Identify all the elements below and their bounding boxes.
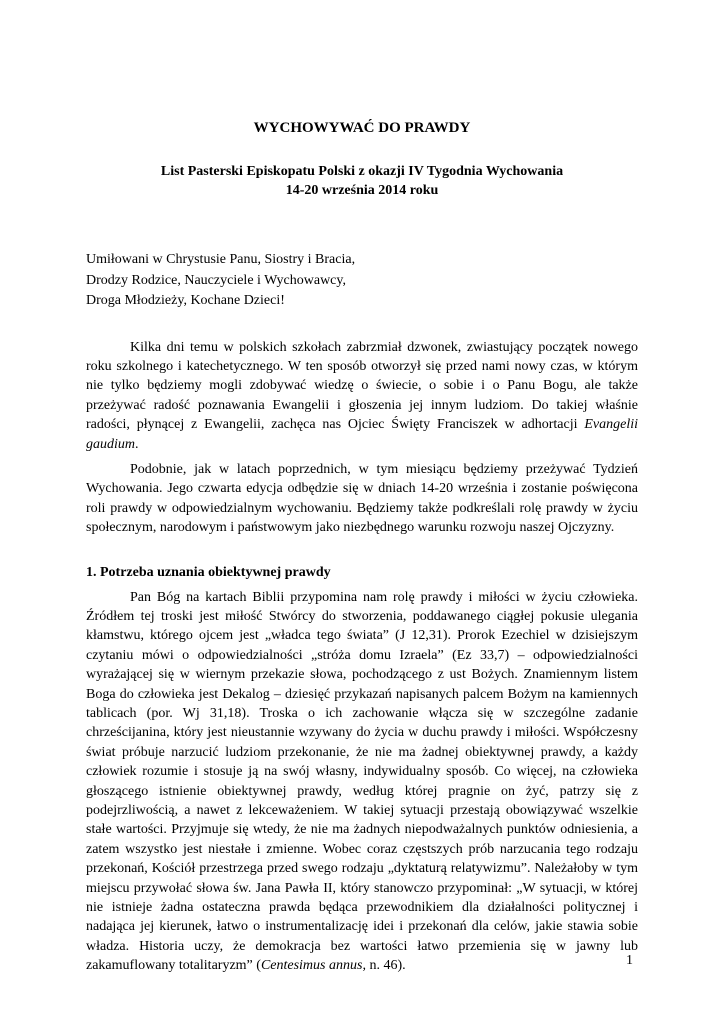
paragraph-1-end: .	[135, 436, 139, 452]
paragraph-2: Podobnie, jak w latach poprzednich, w tym miesiącu będziemy przeżywać Tydzień Wychowania. Jego czwarta edycja odbędzie się w dniach 14-20 września i zostanie poświęcona roli prawdy w odpowiedzialnym wychowaniu. Będziemy także podkreślali rolę prawdy w życiu społecznym, narodowym i państwowym jako niezbędnego warunku rozwoju naszej Ojczyzny.	[86, 461, 638, 536]
paragraph-3-end: n. 46).	[365, 958, 406, 974]
paragraph-1-text: Kilka dni temu w polskich szkołach zabrzmiał dzwonek, zwiastujący początek nowego roku szkolnego i katechetycznego. W ten sposób otworzył się przed nami nowy czas, w którym nie tylko będziemy mogli zdobywać wiedzę o świecie, o sobie i o Panu Bogu, ale także przeżywać radość poznawania Ewangelii i głoszenia jej innym ludziom. Do takiej właśnie radości, płynącej z Ewangelii, zachęca nas Ojciec Święty Franciszek w adhortacji	[86, 339, 638, 433]
page-content	[86, 118, 638, 976]
page-number: 1	[626, 953, 633, 968]
subtitle-line-1: List Pasterski Episkopatu Polski z okazji IV Tygodnia Wychowania	[160, 164, 564, 179]
greeting	[86, 250, 638, 312]
greeting-line-1: Umiłowani w Chrystusie Panu, Siostry i Bracia,	[86, 252, 356, 267]
greeting-line-3: Droga Młodzieży, Kochane Dzieci!	[86, 293, 285, 308]
paragraph-1	[86, 338, 638, 454]
paragraph-3-italic: Centesimus annus,	[260, 958, 366, 974]
greeting-line-2: Drodzy Rodzice, Nauczyciele i Wychowawcy,	[86, 272, 346, 288]
section-1-heading: 1. Potrzeba uznania obiektywnej prawdy	[86, 564, 331, 580]
document-title: WYCHOWYWAĆ DO PRAWDY	[253, 120, 471, 136]
subtitle-line-2: 14-20 września 2014 roku	[285, 183, 439, 198]
paragraph-3-text: Pan Bóg na kartach Biblii przypomina nam rolę prawdy i miłości w życiu człowieka. Źródłem tej troski jest miłość Stwórcy do stworzenia, poddawanego ciągłej pokusie ulegania kłamstwu, którego ojcem jest „władca tego świata” (J 12,31). Prorok Ezechiel w dzisiejszym czytaniu mówi o odpowiedzialności „stróża domu Izraela” (Ez 33,7) – odpowiedzialności wyrażającej się w wiernym przekazie słowa, pochodzącego z ust Bożych. Znamiennym listem Boga do człowieka jest Dekalog – dziesięć przykazań napisanych palcem Bożym na kamiennych tablicach (por. Wj 31,18). Troska o ich zachowanie włącza się w szczególne zadanie chrześcijanina, który jest nieustannie wzywany do życia w duchu prawdy i miłości. Współczesny świat próbuje narzucić ludziom przekonanie, że nie ma żadnej obiektywnej prawdy, a każdy człowiek rozumie i stosuje ją na swój własny, indywidualny sposób. Co więcej, na człowieka głoszącego istnienie obiektywnej prawdy, według której pragnie on żyć, patrzy się z podejrzliwością, a nawet z lekceważeniem. W takiej sytuacji przestają obowiązywać wszelkie stałe wartości. Przyjmuje się wtedy, że nie ma żadnych niepodważalnych punktów odniesienia, a zatem wszystko jest niestałe i zmienne. Wobec coraz częstszych prób narzucania tego rodzaju przekonań, Kościół przestrzega przed swego rodzaju „dyktaturą relatywizmu”. Należałoby w tym miejscu przywołać słowa św. Jana Pawła II, który stanowczo przypominał: „W sytuacji, w której nie istnieje żadna ostateczna prawda będąca przewodnikiem dla działalności politycznej i nadająca jej kierunek, łatwo o instrumentalizację idei i przekonań dla celów, jakie stawia sobie władza. Historia uczy, że demokracja bez wartości łatwo przemienia się w jawny lub zakamuflowany totalitaryzm” (	[86, 589, 638, 974]
paragraph-1-italic: Evangelii gaudium	[86, 417, 638, 452]
document-subtitle	[86, 162, 638, 200]
paragraph-3	[86, 588, 638, 976]
